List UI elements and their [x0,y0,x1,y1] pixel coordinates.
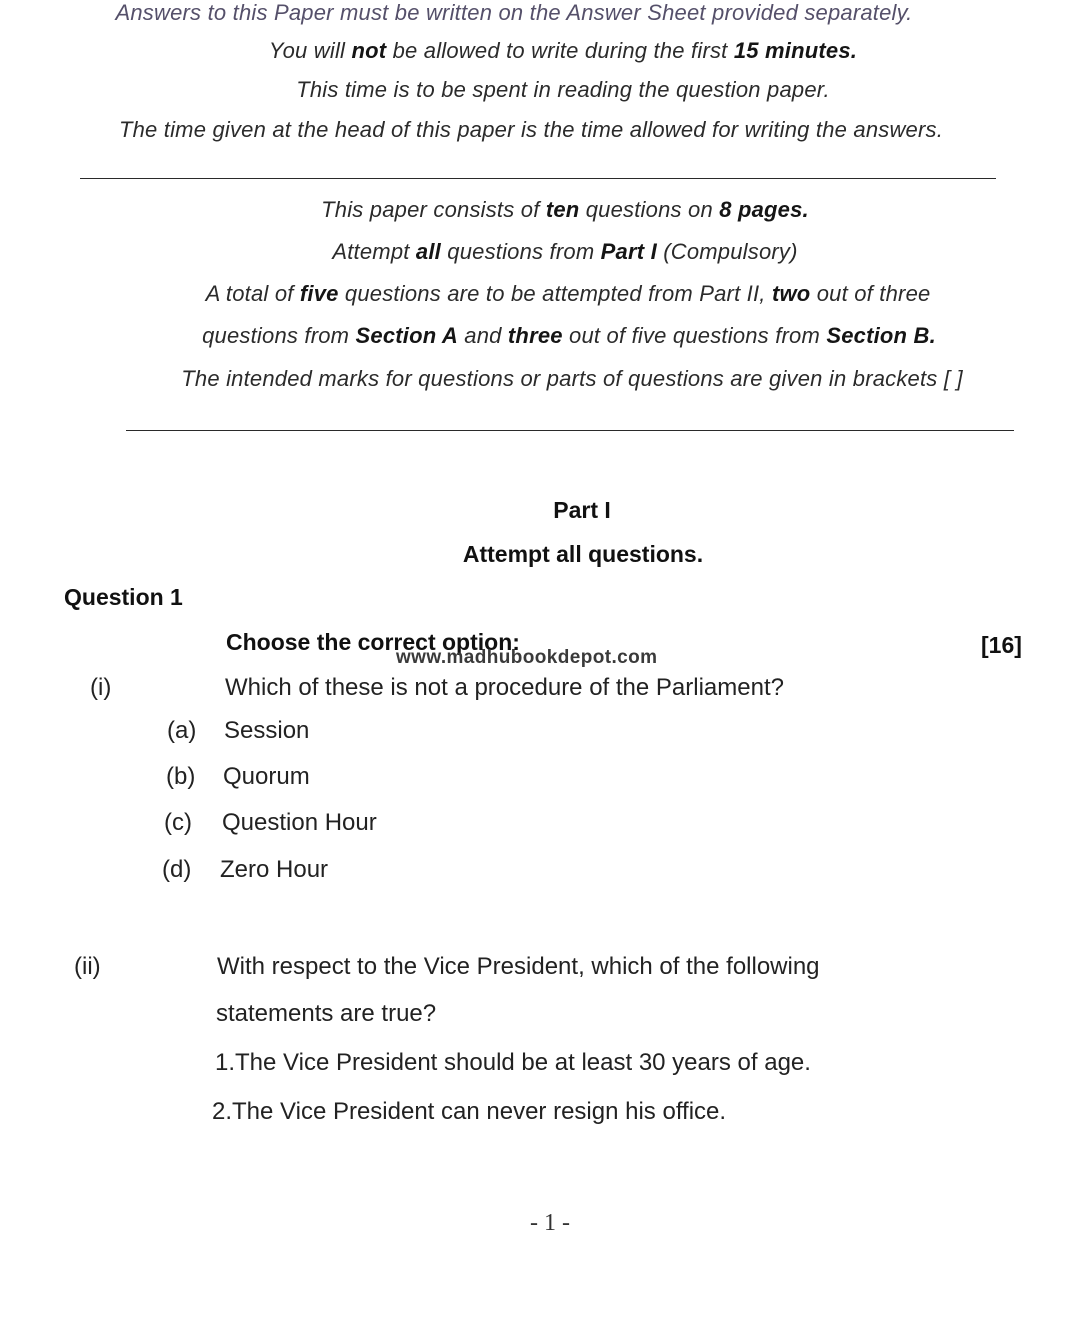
divider-bottom [126,430,1014,431]
subquestion-ii-text-line1: With respect to the Vice President, which of the following [217,953,820,980]
instruction-no-writing: You will not be allowed to write during the first 15 minutes. [268,38,858,63]
option-d-label: (d) [162,856,192,883]
watermark: www.madhubookdepot.com [396,647,658,668]
option-b-label: (b) [166,763,196,790]
question-prompt: Choose the correct option: [226,629,520,655]
page-number: - 1 - [530,1210,570,1236]
option-b-text: Quorum [223,763,310,790]
subquestion-ii-text-line2: statements are true? [216,1000,437,1027]
option-a-label: (a) [167,717,197,744]
instruction-part-two: A total of five questions are to be attempted from Part II, two out of three [205,281,931,306]
instruction-part-one: Attempt all questions from Part I (Compulsory) [332,239,798,264]
instruction-answer-sheet: Answers to this Paper must be written on the Answer Sheet provided separately. [115,0,913,25]
instruction-pages: This paper consists of ten questions on 8 pages. [321,197,809,222]
part-subtitle: Attempt all questions. [462,541,704,567]
subquestion-i-text: Which of these is not a procedure of the Parliament? [225,674,784,701]
option-c-label: (c) [164,809,192,836]
instruction-sections: questions from Section A and three out of five questions from Section B. [202,323,936,348]
option-a-text: Session [224,717,310,744]
instruction-reading-time: This time is to be spent in reading the question paper. [296,77,830,102]
subquestion-ii-number: (ii) [74,953,101,980]
subquestion-i-number: (i) [90,674,112,701]
question-label: Question 1 [64,584,183,610]
instruction-time-allowed: The time given at the head of this paper is the time allowed for writing the answers. [118,117,944,142]
option-c-text: Question Hour [222,809,377,836]
option-d-text: Zero Hour [220,856,329,883]
question-marks: [16] [981,632,1022,658]
statement-1: 1.The Vice President should be at least 30 years of age. [215,1049,811,1076]
part-title: Part I [553,497,611,523]
instruction-marks: The intended marks for questions or parts of questions are given in brackets [ ] [181,366,963,391]
divider-top [80,178,996,179]
statement-2: 2.The Vice President can never resign his office. [212,1098,727,1125]
